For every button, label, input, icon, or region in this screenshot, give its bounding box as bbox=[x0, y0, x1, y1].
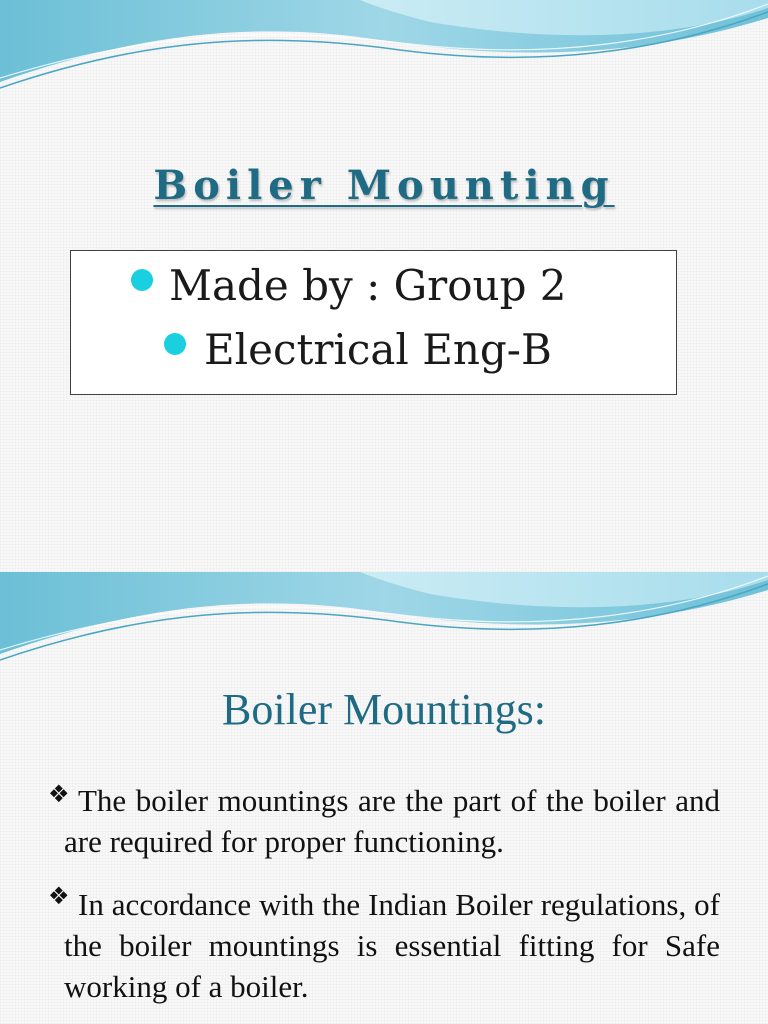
made-by-text: Made by : Group 2 bbox=[169, 261, 567, 310]
paragraph-1: The boiler mountings are the part of the boiler and are required for proper functioning. bbox=[64, 783, 720, 859]
paragraph-2: In accordance with the Indian Boiler regulations, of the boiler mountings is essential fitting for Safe working of a boiler. bbox=[64, 887, 720, 1004]
wave-decoration-icon bbox=[0, 0, 768, 100]
slide-title: Boiler Mountings: bbox=[222, 685, 546, 734]
diamond-bullet-icon: ❖ bbox=[48, 882, 70, 910]
department-text: Electrical Eng-B bbox=[204, 325, 552, 374]
wave-decoration-icon bbox=[0, 572, 768, 672]
slide-title: Boiler Mounting bbox=[153, 162, 615, 209]
circle-bullet-icon bbox=[164, 333, 186, 355]
circle-bullet-icon bbox=[131, 269, 153, 291]
info-box bbox=[70, 250, 677, 395]
slide-2 bbox=[0, 572, 768, 1024]
diamond-bullet-icon: ❖ bbox=[48, 780, 70, 808]
